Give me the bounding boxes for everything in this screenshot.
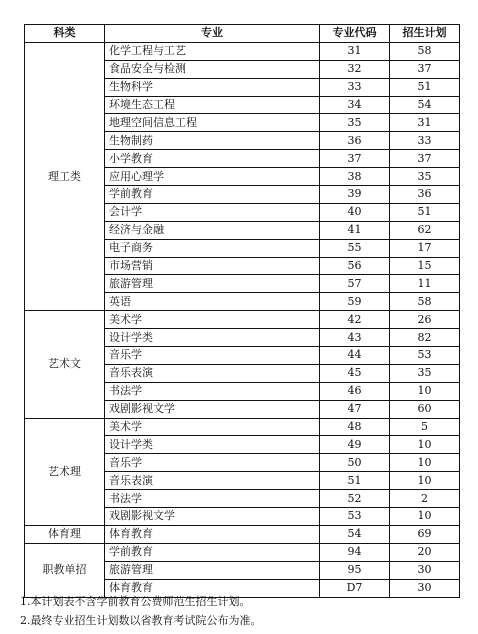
major-cell: 化学工程与工艺 — [105, 42, 320, 60]
header-code: 专业代码 — [320, 25, 390, 43]
table-row — [25, 525, 460, 543]
code-cell: 33 — [320, 78, 390, 96]
code-cell: 48 — [320, 418, 390, 436]
table-row — [25, 543, 460, 561]
plan-cell: 36 — [390, 186, 460, 204]
plan-cell: 62 — [390, 221, 460, 239]
major-cell: 设计学类 — [105, 436, 320, 454]
code-cell: 59 — [320, 293, 390, 311]
code-cell: 52 — [320, 490, 390, 508]
header-major: 专业 — [105, 25, 320, 43]
major-cell: 会计学 — [105, 203, 320, 221]
plan-cell: 58 — [390, 42, 460, 60]
plan-cell: 10 — [390, 472, 460, 490]
major-cell: 美术学 — [105, 418, 320, 436]
enrollment-plan-table — [24, 24, 460, 598]
header-plan: 招生计划 — [390, 25, 460, 43]
code-cell: 94 — [320, 543, 390, 561]
major-cell: 戏剧影视文学 — [105, 508, 320, 526]
plan-cell: 30 — [390, 561, 460, 579]
major-cell: 小学教育 — [105, 150, 320, 168]
major-cell: 设计学类 — [105, 329, 320, 347]
table-row — [25, 418, 460, 436]
major-cell: 市场营销 — [105, 257, 320, 275]
plan-cell: 17 — [390, 239, 460, 257]
table-row — [25, 42, 460, 60]
major-cell: 音乐学 — [105, 454, 320, 472]
code-cell: 35 — [320, 114, 390, 132]
category-cell: 艺术文 — [25, 311, 105, 418]
code-cell: 31 — [320, 42, 390, 60]
table-body — [25, 42, 460, 597]
plan-cell: 53 — [390, 347, 460, 365]
plan-cell: 5 — [390, 418, 460, 436]
footnotes — [20, 592, 262, 630]
code-cell: 55 — [320, 239, 390, 257]
plan-cell: 69 — [390, 525, 460, 543]
plan-cell: 35 — [390, 168, 460, 186]
major-cell: 体育教育 — [105, 525, 320, 543]
major-cell: 书法学 — [105, 490, 320, 508]
major-cell: 旅游管理 — [105, 275, 320, 293]
code-cell: 38 — [320, 168, 390, 186]
plan-cell: 2 — [390, 490, 460, 508]
category-cell: 体育理 — [25, 525, 105, 543]
code-cell: 44 — [320, 347, 390, 365]
plan-cell: 30 — [390, 579, 460, 597]
major-cell: 美术学 — [105, 311, 320, 329]
code-cell: D7 — [320, 579, 390, 597]
plan-cell: 15 — [390, 257, 460, 275]
plan-cell: 10 — [390, 454, 460, 472]
major-cell: 生物科学 — [105, 78, 320, 96]
plan-cell: 35 — [390, 364, 460, 382]
major-cell: 英语 — [105, 293, 320, 311]
code-cell: 50 — [320, 454, 390, 472]
major-cell: 学前教育 — [105, 543, 320, 561]
plan-cell: 82 — [390, 329, 460, 347]
plan-cell: 20 — [390, 543, 460, 561]
major-cell: 学前教育 — [105, 186, 320, 204]
major-cell: 音乐学 — [105, 347, 320, 365]
code-cell: 54 — [320, 525, 390, 543]
code-cell: 51 — [320, 472, 390, 490]
category-cell: 艺术理 — [25, 418, 105, 525]
code-cell: 32 — [320, 60, 390, 78]
plan-cell: 58 — [390, 293, 460, 311]
code-cell: 40 — [320, 203, 390, 221]
major-cell: 旅游管理 — [105, 561, 320, 579]
major-cell: 应用心理学 — [105, 168, 320, 186]
major-cell: 音乐表演 — [105, 472, 320, 490]
plan-cell: 37 — [390, 150, 460, 168]
table-header-row — [25, 25, 460, 43]
footnote-1: 1.本计划表不含学前教育公费师范生招生计划。 — [20, 595, 251, 608]
plan-cell: 10 — [390, 508, 460, 526]
code-cell: 47 — [320, 400, 390, 418]
plan-cell: 60 — [390, 400, 460, 418]
plan-cell: 54 — [390, 96, 460, 114]
major-cell: 经济与金融 — [105, 221, 320, 239]
code-cell: 56 — [320, 257, 390, 275]
code-cell: 37 — [320, 150, 390, 168]
header-category: 科类 — [25, 25, 105, 43]
major-cell: 书法学 — [105, 382, 320, 400]
code-cell: 36 — [320, 132, 390, 150]
plan-cell: 26 — [390, 311, 460, 329]
category-cell: 理工类 — [25, 42, 105, 310]
footnote-2: 2.最终专业招生计划数以省教育考试院公布为准。 — [20, 614, 262, 627]
code-cell: 43 — [320, 329, 390, 347]
category-cell: 职教单招 — [25, 543, 105, 597]
code-cell: 46 — [320, 382, 390, 400]
plan-cell: 51 — [390, 203, 460, 221]
code-cell: 53 — [320, 508, 390, 526]
plan-cell: 37 — [390, 60, 460, 78]
plan-cell: 51 — [390, 78, 460, 96]
plan-cell: 10 — [390, 436, 460, 454]
major-cell: 食品安全与检测 — [105, 60, 320, 78]
plan-cell: 33 — [390, 132, 460, 150]
code-cell: 95 — [320, 561, 390, 579]
major-cell: 戏剧影视文学 — [105, 400, 320, 418]
code-cell: 42 — [320, 311, 390, 329]
code-cell: 45 — [320, 364, 390, 382]
plan-cell: 31 — [390, 114, 460, 132]
code-cell: 57 — [320, 275, 390, 293]
major-cell: 体育教育 — [105, 579, 320, 597]
major-cell: 地理空间信息工程 — [105, 114, 320, 132]
code-cell: 49 — [320, 436, 390, 454]
plan-cell: 10 — [390, 382, 460, 400]
major-cell: 生物制药 — [105, 132, 320, 150]
major-cell: 音乐表演 — [105, 364, 320, 382]
plan-cell: 11 — [390, 275, 460, 293]
major-cell: 环境生态工程 — [105, 96, 320, 114]
code-cell: 41 — [320, 221, 390, 239]
table-row — [25, 311, 460, 329]
code-cell: 34 — [320, 96, 390, 114]
major-cell: 电子商务 — [105, 239, 320, 257]
code-cell: 39 — [320, 186, 390, 204]
